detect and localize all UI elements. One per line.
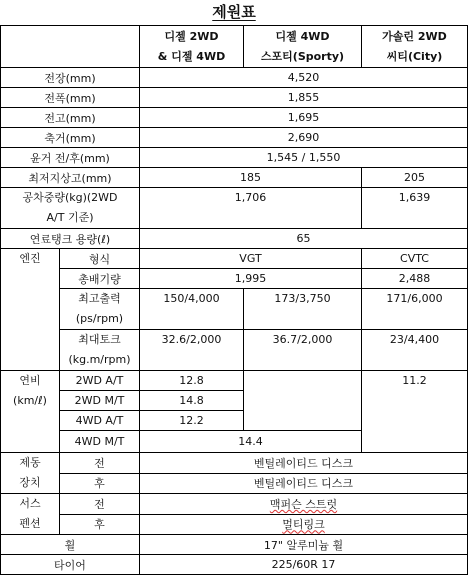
- table-row: [1, 494, 468, 515]
- cell-value: 23/4,400: [362, 330, 468, 371]
- header-gasoline-city: 가솔린 2WD 씨티(City): [362, 26, 468, 68]
- cell-value: 12.2: [140, 411, 244, 431]
- cell-value: 17" 알루미늄 휠: [140, 535, 468, 555]
- table-row: [1, 229, 468, 249]
- cell-value: 1,695: [140, 108, 468, 128]
- table-row: [1, 289, 468, 330]
- row-label: 공차중량(kg)(2WD A/T 기준): [1, 188, 140, 229]
- cell-value: 36.7/2,000: [244, 330, 362, 371]
- row-label: 전폭(mm): [1, 88, 140, 108]
- row-label: 최고출력 (ps/rpm): [60, 289, 140, 330]
- cell-value: 1,855: [140, 88, 468, 108]
- row-label: 전: [60, 494, 140, 515]
- table-row: [1, 168, 468, 188]
- table-row: [1, 148, 468, 168]
- table-row: [1, 371, 468, 391]
- cell-value: 벤틸레이티드 디스크: [140, 473, 468, 494]
- table-row: [1, 249, 468, 269]
- table-row: [1, 269, 468, 289]
- cell-value: 65: [140, 229, 468, 249]
- table-row: [1, 88, 468, 108]
- row-label: 휠: [1, 535, 140, 555]
- suspension-rear-value: 멀티링크: [282, 518, 325, 532]
- row-label: 타이어: [1, 555, 140, 575]
- row-label: 총배기량: [60, 269, 140, 289]
- suspension-front-value: 맥퍼슨 스트럿: [269, 497, 338, 511]
- cell-value: 205: [362, 168, 468, 188]
- group-label-engine: 엔진: [1, 249, 60, 371]
- group-label-brakes: 제동 장치: [1, 453, 60, 494]
- row-label: 전: [60, 453, 140, 474]
- spec-table: [0, 25, 468, 575]
- table-row: [1, 128, 468, 148]
- cell-value: 173/3,750: [244, 289, 362, 330]
- row-label: 후: [60, 514, 140, 535]
- row-label: 전고(mm): [1, 108, 140, 128]
- cell-value: [140, 494, 468, 515]
- cell-value: 1,706: [140, 188, 362, 229]
- table-row: [1, 108, 468, 128]
- row-label: 최저지상고(mm): [1, 168, 140, 188]
- cell-value: 12.8: [140, 371, 244, 391]
- table-row: [1, 188, 468, 229]
- row-label: 최대토크 (kg.m/rpm): [60, 330, 140, 371]
- table-row: [1, 535, 468, 555]
- cell-value: 4,520: [140, 68, 468, 88]
- cell-value: CVTC: [362, 249, 468, 269]
- row-label: 연료탱크 용량(ℓ): [1, 229, 140, 249]
- cell-value: [140, 514, 468, 535]
- row-label: 형식: [60, 249, 140, 269]
- row-label: 2WD A/T: [60, 371, 140, 391]
- cell-value: 150/4,000: [140, 289, 244, 330]
- row-label: 축거(mm): [1, 128, 140, 148]
- cell-value: VGT: [140, 249, 362, 269]
- table-row: [1, 473, 468, 494]
- row-label: 전장(mm): [1, 68, 140, 88]
- header-diesel-2wd: 디젤 2WD & 디젤 4WD: [140, 26, 244, 68]
- group-label-suspension: 서스 펜션: [1, 494, 60, 535]
- row-label: 2WD M/T: [60, 391, 140, 411]
- cell-value: 2,488: [362, 269, 468, 289]
- cell-value: 32.6/2,000: [140, 330, 244, 371]
- cell-value: 171/6,000: [362, 289, 468, 330]
- row-label: 윤거 전/후(mm): [1, 148, 140, 168]
- cell-value: 14.8: [140, 391, 244, 411]
- cell-value: 14.4: [140, 431, 362, 453]
- row-label: 후: [60, 473, 140, 494]
- header-blank: [1, 26, 140, 68]
- cell-value: 2,690: [140, 128, 468, 148]
- header-diesel-sporty: 디젤 4WD 스포티(Sporty): [244, 26, 362, 68]
- header-row: [1, 26, 468, 68]
- table-row: [1, 555, 468, 575]
- cell-value: 225/60R 17: [140, 555, 468, 575]
- page-title: 제원표: [212, 3, 256, 21]
- cell-value: 185: [140, 168, 362, 188]
- cell-value: 1,639: [362, 188, 468, 229]
- row-label: 4WD M/T: [60, 431, 140, 453]
- cell-value: 1,995: [140, 269, 362, 289]
- cell-value: 1,545 / 1,550: [140, 148, 468, 168]
- table-row: [1, 453, 468, 474]
- cell-value: 11.2: [362, 371, 468, 453]
- table-row: [1, 330, 468, 371]
- group-label-fuel-economy: 연비 (km/ℓ): [1, 371, 60, 453]
- cell-value: 벤틸레이티드 디스크: [140, 453, 468, 474]
- table-row: [1, 514, 468, 535]
- row-label: 4WD A/T: [60, 411, 140, 431]
- cell-empty: [244, 371, 362, 431]
- table-row: [1, 68, 468, 88]
